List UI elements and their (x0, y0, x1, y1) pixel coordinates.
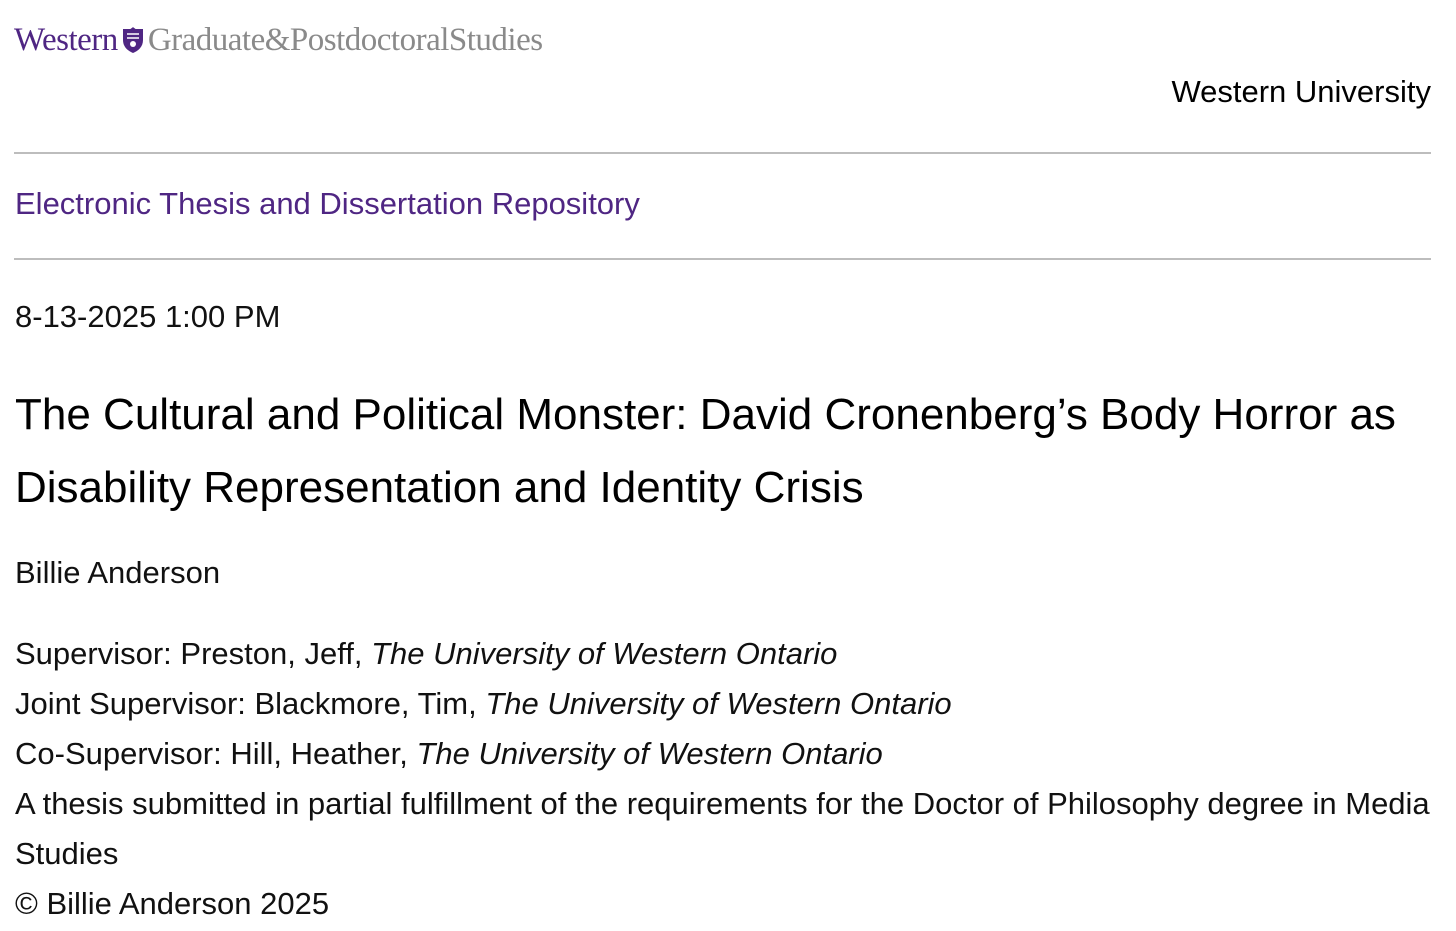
western-gps-logo[interactable] (14, 18, 543, 62)
thesis-details (15, 629, 1435, 929)
thesis-title: The Cultural and Political Monster: David Cronenberg’s Body Horror as Disability Representation and Identity Crisis (15, 390, 1396, 512)
co-supervisor-line (15, 729, 1435, 779)
western-crest-icon (121, 26, 145, 54)
repository-link[interactable]: Electronic Thesis and Dissertation Repository (15, 186, 640, 221)
joint-supervisor-line (15, 679, 1435, 729)
thesis-author: Billie Anderson (15, 555, 221, 590)
joint-supervisor-institution: The University of Western Ontario (485, 686, 952, 721)
co-supervisor-role: Co-Supervisor: Hill, Heather, (15, 736, 417, 771)
logo-western-text: Western (14, 21, 118, 58)
supervisor-role: Supervisor: Preston, Jeff, (15, 636, 372, 671)
university-name: Western University (1171, 74, 1431, 109)
co-supervisor-institution: The University of Western Ontario (416, 736, 883, 771)
joint-supervisor-role: Joint Supervisor: Blackmore, Tim, (15, 686, 486, 721)
degree-statement: A thesis submitted in partial fulfillment of the requirements for the Doctor of Philosophy degree in Media Studies (15, 786, 1430, 871)
header-divider (14, 152, 1431, 154)
supervisor-institution: The University of Western Ontario (371, 636, 838, 671)
copyright-notice: © Billie Anderson 2025 (15, 886, 330, 921)
logo-gps-text: Graduate&PostdoctoralStudies (147, 21, 543, 58)
supervisor-line (15, 629, 1435, 679)
publication-date: 8-13-2025 1:00 PM (15, 299, 281, 334)
repository-divider (14, 258, 1431, 260)
